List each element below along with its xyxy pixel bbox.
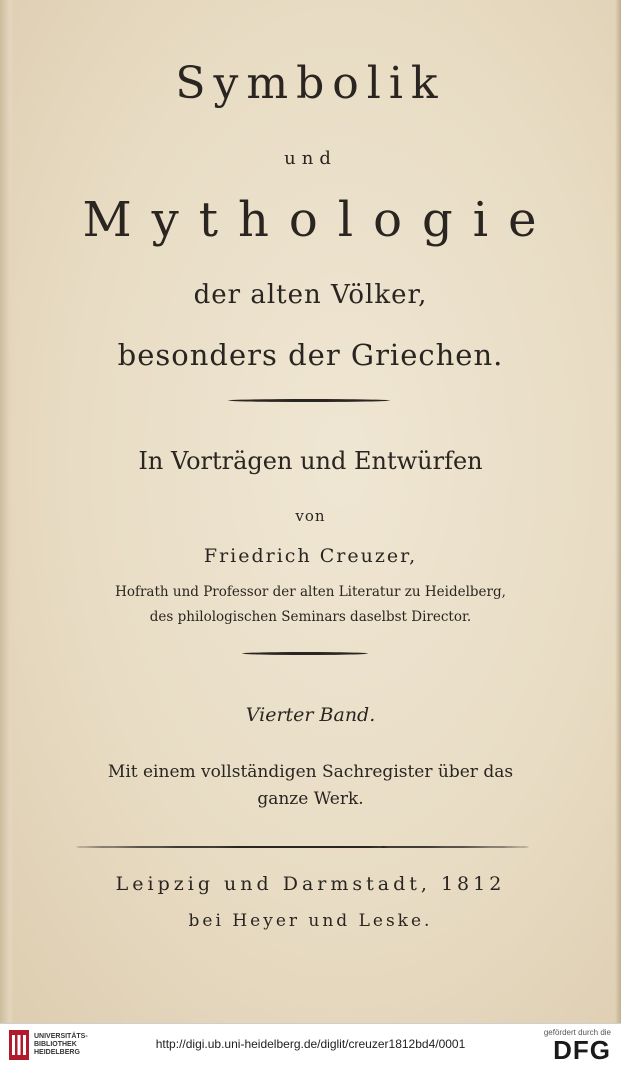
register-note-1: Mit einem vollständigen Sachregister über das: [107, 762, 514, 782]
imprint-rule: [76, 846, 529, 848]
logo-text-line3: HEIDELBERG: [34, 1049, 80, 1056]
logo-text-line1: UNIVERSITÄTS-: [34, 1033, 88, 1040]
funded-by-label: gefördert durch die: [543, 1028, 611, 1037]
title-symbolik: Symbolik: [175, 58, 446, 109]
volume-label: Vierter Band.: [245, 704, 376, 726]
byline-von: von: [295, 507, 326, 525]
subtitle-alten-voelker: der alten Völker,: [193, 280, 428, 310]
imprint-publisher: bei Heyer und Leske.: [188, 911, 433, 931]
title-mythologie: Mythologie: [82, 192, 557, 248]
subtitle-vortraegen: In Vorträgen und Entwürfen: [138, 447, 483, 475]
subtitle-griechen: besonders der Griechen.: [117, 338, 504, 372]
dfg-logo[interactable]: DFG: [553, 1035, 611, 1065]
permalink-url[interactable]: http://digi.ub.uni-heidelberg.de/diglit/creuzer1812bd4/0001: [155, 1037, 466, 1051]
imprint-place-year: Leipzig und Darmstadt, 1812: [115, 873, 506, 895]
title-und: und: [284, 148, 337, 169]
author-title-2: des philologischen Seminars daselbst Director.: [149, 609, 472, 625]
ornamental-rule-1: [228, 399, 390, 402]
author-title-1: Hofrath und Professor der alten Literatur zu Heidelberg,: [115, 584, 506, 600]
viewer-footer: [0, 1023, 621, 1068]
ornamental-rule-2: [242, 652, 368, 655]
register-note-2: ganze Werk.: [257, 789, 364, 809]
logo-text-line2: BIBLIOTHEK: [34, 1041, 77, 1048]
author-name: Friedrich Creuzer,: [203, 545, 418, 567]
